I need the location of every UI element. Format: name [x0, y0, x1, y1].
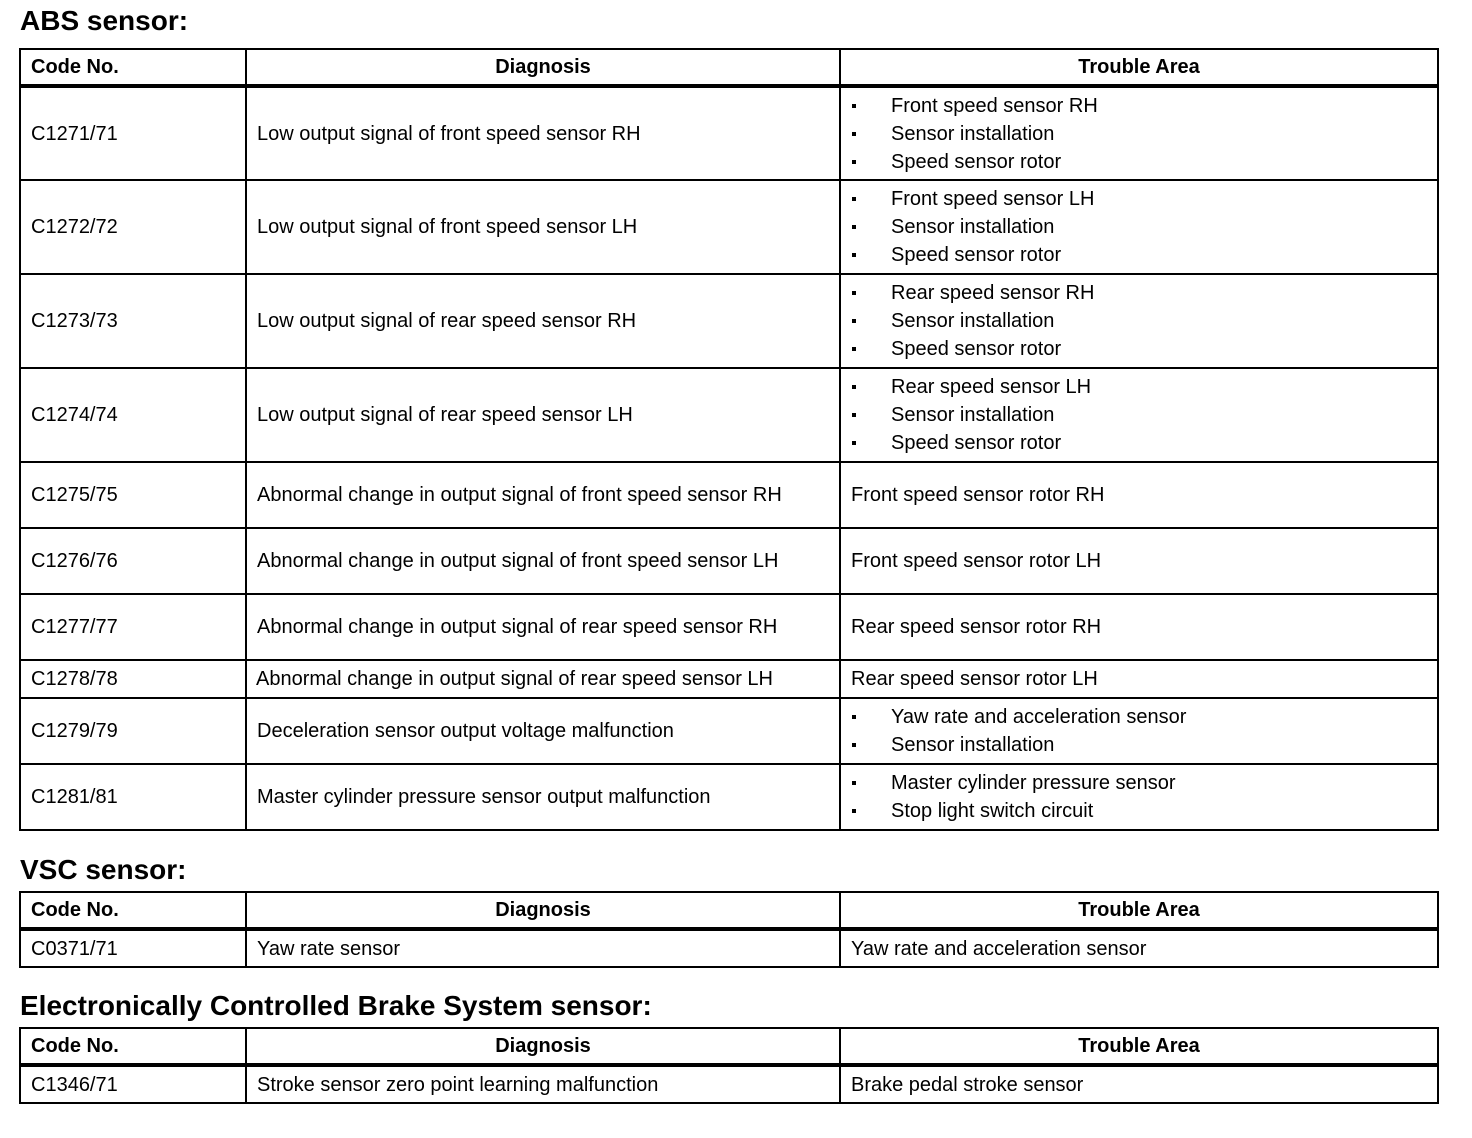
trouble-area-item: Front speed sensor LH: [851, 185, 1427, 213]
trouble-area-cell: [840, 698, 1438, 764]
table-row: [20, 368, 1438, 462]
trouble-area-item: Master cylinder pressure sensor: [851, 769, 1427, 797]
table-row: [20, 86, 1438, 180]
vsc-code-table: [19, 891, 1439, 968]
section-title: ABS sensor:: [20, 5, 189, 36]
trouble-area-item: Sensor installation: [851, 731, 1427, 759]
trouble-area-item: Speed sensor rotor: [851, 429, 1427, 457]
ecb-sensor-section: [19, 991, 1437, 1104]
trouble-area-item: Yaw rate and acceleration sensor: [851, 703, 1427, 731]
diagnosis-cell: Low output signal of front speed sensor RH: [246, 86, 840, 180]
trouble-area-list: [851, 185, 1427, 269]
table-row: [20, 462, 1438, 528]
code-cell: C1346/71: [20, 1065, 246, 1103]
table-row: [20, 274, 1438, 368]
table-row: [20, 660, 1438, 698]
trouble-area-list: [851, 373, 1427, 457]
diagnosis-cell: Abnormal change in output signal of front speed sensor LH: [246, 528, 840, 594]
trouble-area-list: [851, 769, 1427, 825]
code-cell: C1272/72: [20, 180, 246, 274]
trouble-area-item: Front speed sensor RH: [851, 92, 1427, 120]
code-cell: C1275/75: [20, 462, 246, 528]
trouble-area-item: Stop light switch circuit: [851, 797, 1427, 825]
section-title: Electronically Controlled Brake System sensor:: [20, 990, 652, 1021]
code-cell: C1279/79: [20, 698, 246, 764]
trouble-area-item: Rear speed sensor RH: [851, 279, 1427, 307]
trouble-area-cell: Front speed sensor rotor RH: [840, 462, 1438, 528]
table-header-row: [20, 49, 1438, 86]
code-cell: C1274/74: [20, 368, 246, 462]
code-column-header: Code No.: [20, 892, 246, 929]
trouble-area-item: Sensor installation: [851, 120, 1427, 148]
ecb-code-table: [19, 1027, 1439, 1104]
code-cell: C1281/81: [20, 764, 246, 830]
trouble-area-item: Sensor installation: [851, 307, 1427, 335]
table-row: [20, 1065, 1438, 1103]
trouble-area-list: [851, 279, 1427, 363]
code-cell: C1276/76: [20, 528, 246, 594]
code-column-header: Code No.: [20, 1028, 246, 1065]
table-header-row: [20, 892, 1438, 929]
diagnosis-cell: Yaw rate sensor: [246, 929, 840, 967]
table-row: [20, 528, 1438, 594]
trouble-area-cell: [840, 180, 1438, 274]
trouble-area-cell: Brake pedal stroke sensor: [840, 1065, 1438, 1103]
table-row: [20, 764, 1438, 830]
diagnosis-cell: Low output signal of rear speed sensor RH: [246, 274, 840, 368]
diagnosis-cell: Low output signal of front speed sensor LH: [246, 180, 840, 274]
trouble-area-cell: [840, 274, 1438, 368]
diagnosis-column-header: Diagnosis: [246, 892, 840, 929]
table-row: [20, 594, 1438, 660]
trouble-area-cell: Yaw rate and acceleration sensor: [840, 929, 1438, 967]
table-row: [20, 929, 1438, 967]
trouble-area-item: Sensor installation: [851, 213, 1427, 241]
code-column-header: Code No.: [20, 49, 246, 86]
table-header-row: [20, 1028, 1438, 1065]
diagnosis-cell: Stroke sensor zero point learning malfunction: [246, 1065, 840, 1103]
section-title: VSC sensor:: [20, 854, 187, 885]
diagnosis-cell: Abnormal change in output signal of rear speed sensor LH: [246, 660, 840, 698]
trouble-area-item: Rear speed sensor LH: [851, 373, 1427, 401]
table-row: [20, 698, 1438, 764]
trouble-area-cell: [840, 368, 1438, 462]
trouble-area-item: Sensor installation: [851, 401, 1427, 429]
trouble-column-header: Trouble Area: [840, 49, 1438, 86]
diagnosis-column-header: Diagnosis: [246, 1028, 840, 1065]
trouble-area-item: Speed sensor rotor: [851, 148, 1427, 176]
diagnosis-cell: Master cylinder pressure sensor output malfunction: [246, 764, 840, 830]
code-cell: C1278/78: [20, 660, 246, 698]
trouble-area-cell: Front speed sensor rotor LH: [840, 528, 1438, 594]
trouble-area-cell: Rear speed sensor rotor LH: [840, 660, 1438, 698]
trouble-column-header: Trouble Area: [840, 1028, 1438, 1065]
code-cell: C0371/71: [20, 929, 246, 967]
diagnosis-cell: Abnormal change in output signal of rear speed sensor RH: [246, 594, 840, 660]
diagnosis-cell: Deceleration sensor output voltage malfunction: [246, 698, 840, 764]
code-cell: C1277/77: [20, 594, 246, 660]
vsc-sensor-section: [19, 855, 1437, 968]
trouble-area-list: [851, 703, 1427, 759]
code-cell: C1273/73: [20, 274, 246, 368]
trouble-area-cell: [840, 86, 1438, 180]
trouble-area-item: Speed sensor rotor: [851, 335, 1427, 363]
trouble-area-cell: Rear speed sensor rotor RH: [840, 594, 1438, 660]
trouble-area-item: Speed sensor rotor: [851, 241, 1427, 269]
table-row: [20, 180, 1438, 274]
diagnosis-column-header: Diagnosis: [246, 49, 840, 86]
diagnosis-cell: Abnormal change in output signal of front speed sensor RH: [246, 462, 840, 528]
code-cell: C1271/71: [20, 86, 246, 180]
abs-sensor-section: [19, 6, 1437, 831]
diagnosis-cell: Low output signal of rear speed sensor LH: [246, 368, 840, 462]
abs-code-table: [19, 48, 1439, 831]
trouble-area-cell: [840, 764, 1438, 830]
trouble-column-header: Trouble Area: [840, 892, 1438, 929]
trouble-area-list: [851, 92, 1427, 176]
